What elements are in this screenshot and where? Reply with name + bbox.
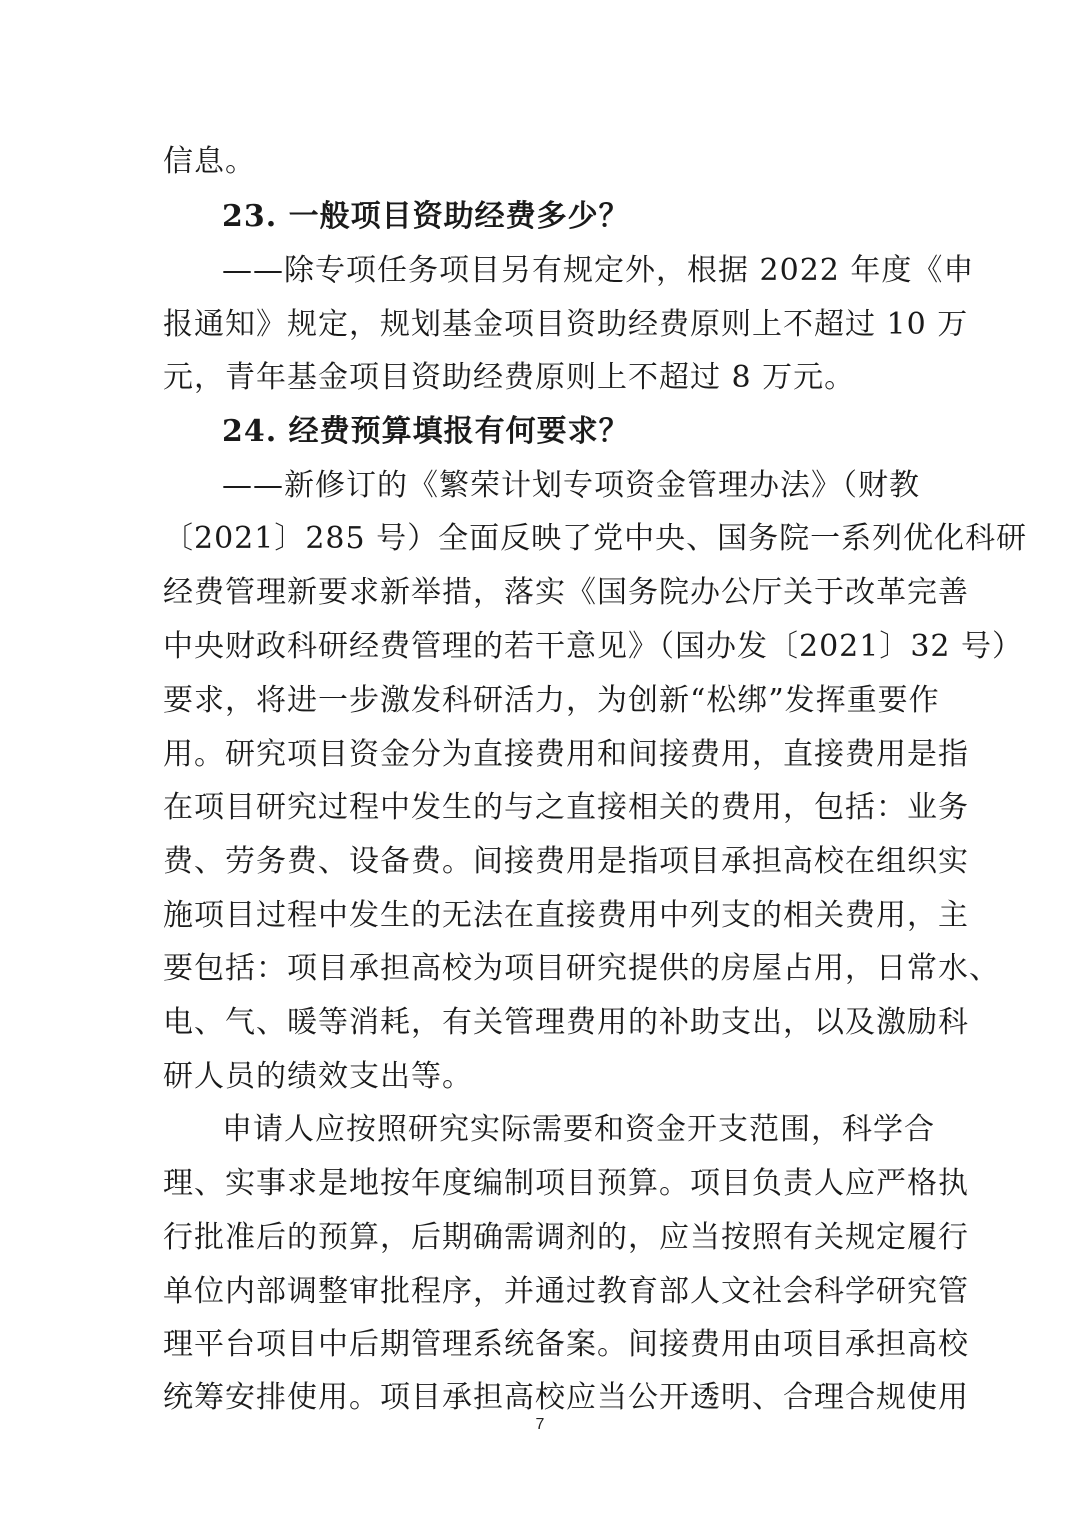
paragraph-line: 理平台项目中后期管理系统备案。间接费用由项目承担高校 <box>163 1327 969 1362</box>
paragraph-line: 统筹安排使用。项目承担高校应当公开透明、合理合规使用 <box>163 1380 969 1415</box>
paragraph-line: 要包括：项目承担高校为项目研究提供的房屋占用，日常水、 <box>163 951 1000 986</box>
paragraph-line: 单位内部调整审批程序，并通过教育部人文社会科学研究管 <box>163 1274 969 1309</box>
question-heading-24: 24. 经费预算填报有何要求？ <box>222 414 630 449</box>
page-number: 7 <box>535 1416 545 1433</box>
paragraph-line: 〔2021〕285 号）全面反映了党中央、国务院一系列优化科研 <box>163 521 1028 556</box>
paragraph-line: 在项目研究过程中发生的与之直接相关的费用，包括：业务 <box>163 790 969 825</box>
paragraph-line: 元，青年基金项目资助经费原则上不超过 8 万元。 <box>163 360 856 395</box>
paragraph-line: 信息。 <box>163 144 256 179</box>
paragraph-line: 施项目过程中发生的无法在直接费用中列支的相关费用，主 <box>163 898 969 933</box>
paragraph-line: 研人员的绩效支出等。 <box>163 1059 473 1094</box>
paragraph-line: 申请人应按照研究实际需要和资金开支范围，科学合 <box>222 1112 935 1147</box>
question-heading-23: 23. 一般项目资助经费多少？ <box>222 199 630 234</box>
paragraph-line: 报通知》规定，规划基金项目资助经费原则上不超过 10 万 <box>163 307 969 342</box>
paragraph-line: 行批准后的预算，后期确需调剂的，应当按照有关规定履行 <box>163 1220 969 1255</box>
paragraph-line: 电、气、暖等消耗，有关管理费用的补助支出，以及激励科 <box>163 1005 969 1040</box>
paragraph-line: 费、劳务费、设备费。间接费用是指项目承担高校在组织实 <box>163 844 969 879</box>
paragraph-line: 要求，将进一步激发科研活力，为创新“松绑”发挥重要作 <box>163 683 940 718</box>
paragraph-line: ——除专项任务项目另有规定外，根据 2022 年度《申 <box>222 253 975 288</box>
paragraph-line: 中央财政科研经费管理的若干意见》（国办发〔2021〕32 号） <box>163 629 1024 664</box>
paragraph-line: ——新修订的《繁荣计划专项资金管理办法》（财教 <box>222 468 920 503</box>
paragraph-line: 用。研究项目资金分为直接费用和间接费用，直接费用是指 <box>163 737 969 772</box>
paragraph-line: 理、实事求是地按年度编制项目预算。项目负责人应严格执 <box>163 1166 969 1201</box>
paragraph-line: 经费管理新要求新举措，落实《国务院办公厅关于改革完善 <box>163 575 969 610</box>
